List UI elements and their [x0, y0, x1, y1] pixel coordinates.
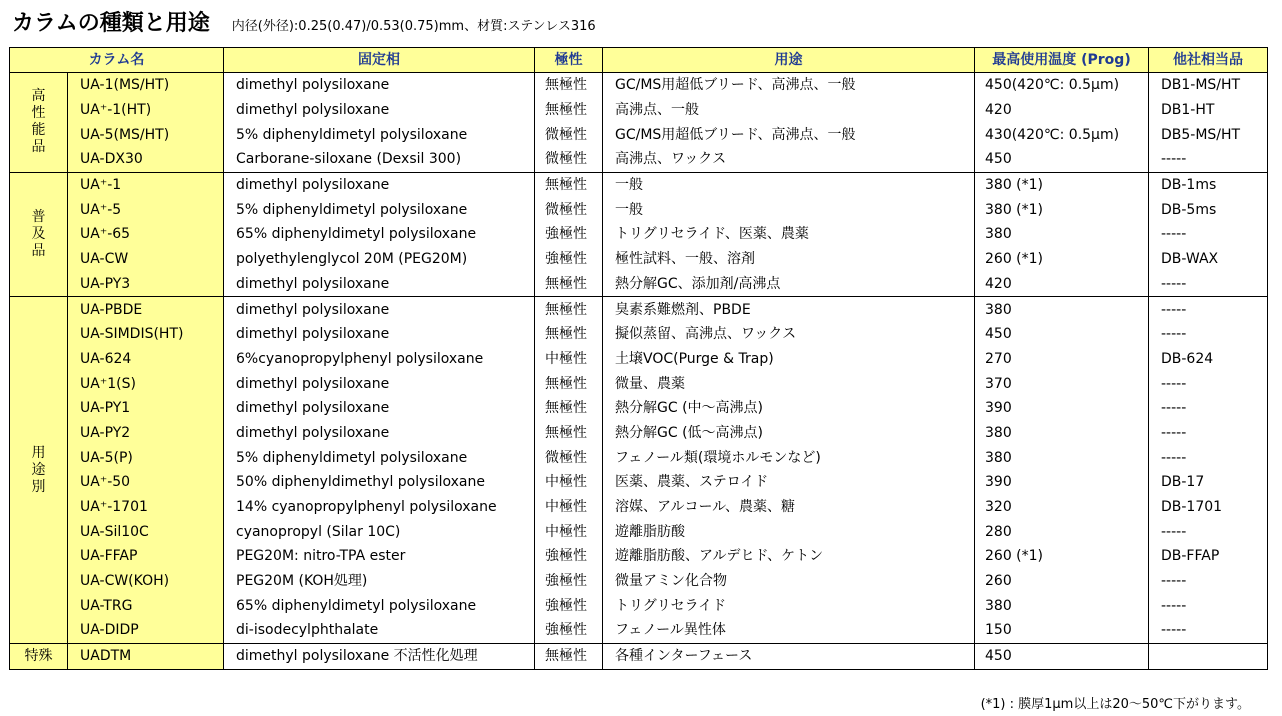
equivalent-cell: ----- [1149, 322, 1268, 347]
max-temp-cell: 380 [975, 421, 1149, 446]
column-name-cell: UA-CW [68, 247, 224, 272]
table-row [10, 421, 1268, 446]
column-name-cell: UA⁺1(S) [68, 371, 224, 396]
stationary-phase-cell: 6%cyanopropylphenyl polysiloxane [224, 347, 535, 372]
use-cell: 各種インターフェース [603, 643, 975, 669]
table-row [10, 643, 1268, 669]
table-row [10, 519, 1268, 544]
table-row [10, 618, 1268, 643]
table-row [10, 495, 1268, 520]
max-temp-cell: 280 [975, 519, 1149, 544]
stationary-phase-cell: dimethyl polysiloxane [224, 73, 535, 98]
polarity-cell: 微極性 [535, 147, 603, 172]
polarity-cell: 強極性 [535, 569, 603, 594]
max-temp-cell: 260 (*1) [975, 544, 1149, 569]
polarity-cell: 中極性 [535, 495, 603, 520]
equivalent-cell: DB1-HT [1149, 98, 1268, 123]
group-label: 特殊 [24, 648, 53, 665]
stationary-phase-cell: dimethyl polysiloxane [224, 421, 535, 446]
stationary-phase-cell: PEG20M: nitro-TPA ester [224, 544, 535, 569]
max-temp-cell: 390 [975, 396, 1149, 421]
equivalent-cell: DB5-MS/HT [1149, 122, 1268, 147]
polarity-cell: 強極性 [535, 544, 603, 569]
use-cell: 臭素系難燃剤、PBDE [603, 297, 975, 322]
page-subtitle: 内径(外径):0.25(0.47)/0.53(0.75)mm、材質:ステンレス316 [231, 19, 596, 34]
use-cell: 熱分解GC (中～高沸点) [603, 396, 975, 421]
table-row [10, 247, 1268, 272]
column-table [9, 47, 1268, 670]
use-cell: 極性試料、一般、溶剤 [603, 247, 975, 272]
max-temp-cell: 270 [975, 347, 1149, 372]
equivalent-cell: ----- [1149, 618, 1268, 643]
stationary-phase-cell: dimethyl polysiloxane 不活性化処理 [224, 643, 535, 669]
polarity-cell: 中極性 [535, 470, 603, 495]
polarity-cell: 微極性 [535, 197, 603, 222]
use-cell: フェノール類(環境ホルモンなど) [603, 445, 975, 470]
column-name-cell: UA-PY1 [68, 396, 224, 421]
table-row [10, 544, 1268, 569]
table-row [10, 222, 1268, 247]
use-cell: フェノール異性体 [603, 618, 975, 643]
use-cell: 遊離脂肪酸 [603, 519, 975, 544]
table-row [10, 172, 1268, 197]
max-temp-cell: 260 [975, 569, 1149, 594]
equivalent-cell: DB-WAX [1149, 247, 1268, 272]
use-cell: 土壌VOC(Purge & Trap) [603, 347, 975, 372]
equivalent-cell: ----- [1149, 445, 1268, 470]
max-temp-cell: 380 [975, 593, 1149, 618]
table-row [10, 98, 1268, 123]
max-temp-cell: 380 (*1) [975, 197, 1149, 222]
header-column-name: カラム名 [10, 48, 224, 73]
max-temp-cell: 380 [975, 222, 1149, 247]
polarity-cell: 強極性 [535, 593, 603, 618]
column-name-cell: UA-5(P) [68, 445, 224, 470]
use-cell: 熱分解GC (低～高沸点) [603, 421, 975, 446]
stationary-phase-cell: dimethyl polysiloxane [224, 98, 535, 123]
header-max-temp: 最高使用温度 (Prog) [975, 48, 1149, 73]
max-temp-cell: 390 [975, 470, 1149, 495]
column-name-cell: UA-TRG [68, 593, 224, 618]
max-temp-cell: 450(420℃: 0.5μm) [975, 73, 1149, 98]
equivalent-cell: ----- [1149, 222, 1268, 247]
stationary-phase-cell: cyanopropyl (Silar 10C) [224, 519, 535, 544]
use-cell: トリグリセライド、医薬、農薬 [603, 222, 975, 247]
use-cell: 一般 [603, 197, 975, 222]
polarity-cell: 中極性 [535, 519, 603, 544]
title-area [12, 6, 596, 40]
max-temp-cell: 450 [975, 322, 1149, 347]
header-stationary-phase: 固定相 [224, 48, 535, 73]
table-row [10, 297, 1268, 322]
table-row [10, 122, 1268, 147]
stationary-phase-cell: di-isodecylphthalate [224, 618, 535, 643]
table-row [10, 569, 1268, 594]
equivalent-cell: DB-1ms [1149, 172, 1268, 197]
stationary-phase-cell: dimethyl polysiloxane [224, 322, 535, 347]
group-label-cell [10, 172, 68, 296]
polarity-cell: 無極性 [535, 322, 603, 347]
column-name-cell: UA-PY3 [68, 272, 224, 297]
use-cell: 医薬、農薬、ステロイド [603, 470, 975, 495]
polarity-cell: 無極性 [535, 371, 603, 396]
column-name-cell: UA-624 [68, 347, 224, 372]
max-temp-cell: 380 (*1) [975, 172, 1149, 197]
column-name-cell: UA⁺-65 [68, 222, 224, 247]
equivalent-cell: ----- [1149, 396, 1268, 421]
use-cell: 擬似蒸留、高沸点、ワックス [603, 322, 975, 347]
polarity-cell: 無極性 [535, 643, 603, 669]
stationary-phase-cell: polyethylenglycol 20M (PEG20M) [224, 247, 535, 272]
polarity-cell: 強極性 [535, 222, 603, 247]
equivalent-cell: ----- [1149, 569, 1268, 594]
table-row [10, 371, 1268, 396]
stationary-phase-cell: 65% diphenyldimetyl polysiloxane [224, 222, 535, 247]
group-label-cell [10, 73, 68, 173]
polarity-cell: 無極性 [535, 172, 603, 197]
max-temp-cell: 320 [975, 495, 1149, 520]
polarity-cell: 無極性 [535, 297, 603, 322]
footnote: (*1) : 膜厚1μm以上は20～50℃下がります。 [980, 697, 1250, 712]
polarity-cell: 中極性 [535, 347, 603, 372]
stationary-phase-cell: 5% diphenyldimetyl polysiloxane [224, 445, 535, 470]
stationary-phase-cell: dimethyl polysiloxane [224, 172, 535, 197]
use-cell: 高沸点、一般 [603, 98, 975, 123]
group-label-cell [10, 297, 68, 644]
max-temp-cell: 370 [975, 371, 1149, 396]
stationary-phase-cell: 14% cyanopropylphenyl polysiloxane [224, 495, 535, 520]
equivalent-cell: DB-624 [1149, 347, 1268, 372]
polarity-cell: 微極性 [535, 445, 603, 470]
column-name-cell: UA⁺-1701 [68, 495, 224, 520]
header-polarity: 極性 [535, 48, 603, 73]
column-name-cell: UADTM [68, 643, 224, 669]
group-label: 高性能品 [31, 88, 46, 156]
stationary-phase-cell: 5% diphenyldimetyl polysiloxane [224, 197, 535, 222]
equivalent-cell: ----- [1149, 297, 1268, 322]
stationary-phase-cell: 5% diphenyldimetyl polysiloxane [224, 122, 535, 147]
table-row [10, 593, 1268, 618]
stationary-phase-cell: dimethyl polysiloxane [224, 272, 535, 297]
max-temp-cell: 380 [975, 297, 1149, 322]
equivalent-cell: DB-17 [1149, 470, 1268, 495]
column-name-cell: UA⁺-5 [68, 197, 224, 222]
use-cell: 熱分解GC、添加剤/高沸点 [603, 272, 975, 297]
page-title: カラムの種類と用途 [12, 11, 210, 36]
header-use: 用途 [603, 48, 975, 73]
max-temp-cell: 420 [975, 98, 1149, 123]
column-name-cell: UA-Sil10C [68, 519, 224, 544]
table-body [10, 73, 1268, 670]
max-temp-cell: 380 [975, 445, 1149, 470]
max-temp-cell: 450 [975, 643, 1149, 669]
polarity-cell: 微極性 [535, 122, 603, 147]
table-row [10, 197, 1268, 222]
use-cell: GC/MS用超低ブリード、高沸点、一般 [603, 73, 975, 98]
polarity-cell: 無極性 [535, 272, 603, 297]
equivalent-cell: ----- [1149, 593, 1268, 618]
column-name-cell: UA-1(MS/HT) [68, 73, 224, 98]
table-row [10, 347, 1268, 372]
column-name-cell: UA-DX30 [68, 147, 224, 172]
max-temp-cell: 150 [975, 618, 1149, 643]
column-name-cell: UA⁺-50 [68, 470, 224, 495]
polarity-cell: 無極性 [535, 98, 603, 123]
polarity-cell: 強極性 [535, 247, 603, 272]
equivalent-cell: ----- [1149, 371, 1268, 396]
column-name-cell: UA-CW(KOH) [68, 569, 224, 594]
use-cell: 一般 [603, 172, 975, 197]
use-cell: 高沸点、ワックス [603, 147, 975, 172]
equivalent-cell: ----- [1149, 519, 1268, 544]
group-label-cell [10, 643, 68, 669]
column-name-cell: UA-FFAP [68, 544, 224, 569]
max-temp-cell: 430(420℃: 0.5μm) [975, 122, 1149, 147]
stationary-phase-cell: PEG20M (KOH処理) [224, 569, 535, 594]
header-row [10, 48, 1268, 73]
stationary-phase-cell: Carborane-siloxane (Dexsil 300) [224, 147, 535, 172]
equivalent-cell: DB-1701 [1149, 495, 1268, 520]
polarity-cell: 無極性 [535, 73, 603, 98]
column-name-cell: UA-PBDE [68, 297, 224, 322]
polarity-cell: 無極性 [535, 421, 603, 446]
column-name-cell: UA-5(MS/HT) [68, 122, 224, 147]
column-name-cell: UA⁺-1 [68, 172, 224, 197]
equivalent-cell: ----- [1149, 421, 1268, 446]
stationary-phase-cell: dimethyl polysiloxane [224, 297, 535, 322]
polarity-cell: 強極性 [535, 618, 603, 643]
equivalent-cell: DB-FFAP [1149, 544, 1268, 569]
table-row [10, 470, 1268, 495]
stationary-phase-cell: 65% diphenyldimetyl polysiloxane [224, 593, 535, 618]
use-cell: 微量アミン化合物 [603, 569, 975, 594]
polarity-cell: 無極性 [535, 396, 603, 421]
table-row [10, 322, 1268, 347]
column-name-cell: UA⁺-1(HT) [68, 98, 224, 123]
equivalent-cell: DB-5ms [1149, 197, 1268, 222]
equivalent-cell: ----- [1149, 272, 1268, 297]
header-equivalent: 他社相当品 [1149, 48, 1268, 73]
use-cell: 溶媒、アルコール、農薬、糖 [603, 495, 975, 520]
equivalent-cell: ----- [1149, 147, 1268, 172]
table-row [10, 147, 1268, 172]
max-temp-cell: 260 (*1) [975, 247, 1149, 272]
use-cell: 遊離脂肪酸、アルデヒド、ケトン [603, 544, 975, 569]
use-cell: 微量、農薬 [603, 371, 975, 396]
equivalent-cell: DB1-MS/HT [1149, 73, 1268, 98]
column-name-cell: UA-PY2 [68, 421, 224, 446]
table-row [10, 396, 1268, 421]
stationary-phase-cell: 50% diphenyldimethyl polysiloxane [224, 470, 535, 495]
stationary-phase-cell: dimethyl polysiloxane [224, 371, 535, 396]
table-row [10, 73, 1268, 98]
use-cell: GC/MS用超低ブリード、高沸点、一般 [603, 122, 975, 147]
stationary-phase-cell: dimethyl polysiloxane [224, 396, 535, 421]
group-label: 用途別 [31, 444, 46, 495]
column-name-cell: UA-DIDP [68, 618, 224, 643]
table-row [10, 272, 1268, 297]
equivalent-cell [1149, 643, 1268, 669]
max-temp-cell: 450 [975, 147, 1149, 172]
max-temp-cell: 420 [975, 272, 1149, 297]
table-row [10, 445, 1268, 470]
column-name-cell: UA-SIMDIS(HT) [68, 322, 224, 347]
group-label: 普及品 [31, 208, 46, 259]
use-cell: トリグリセライド [603, 593, 975, 618]
